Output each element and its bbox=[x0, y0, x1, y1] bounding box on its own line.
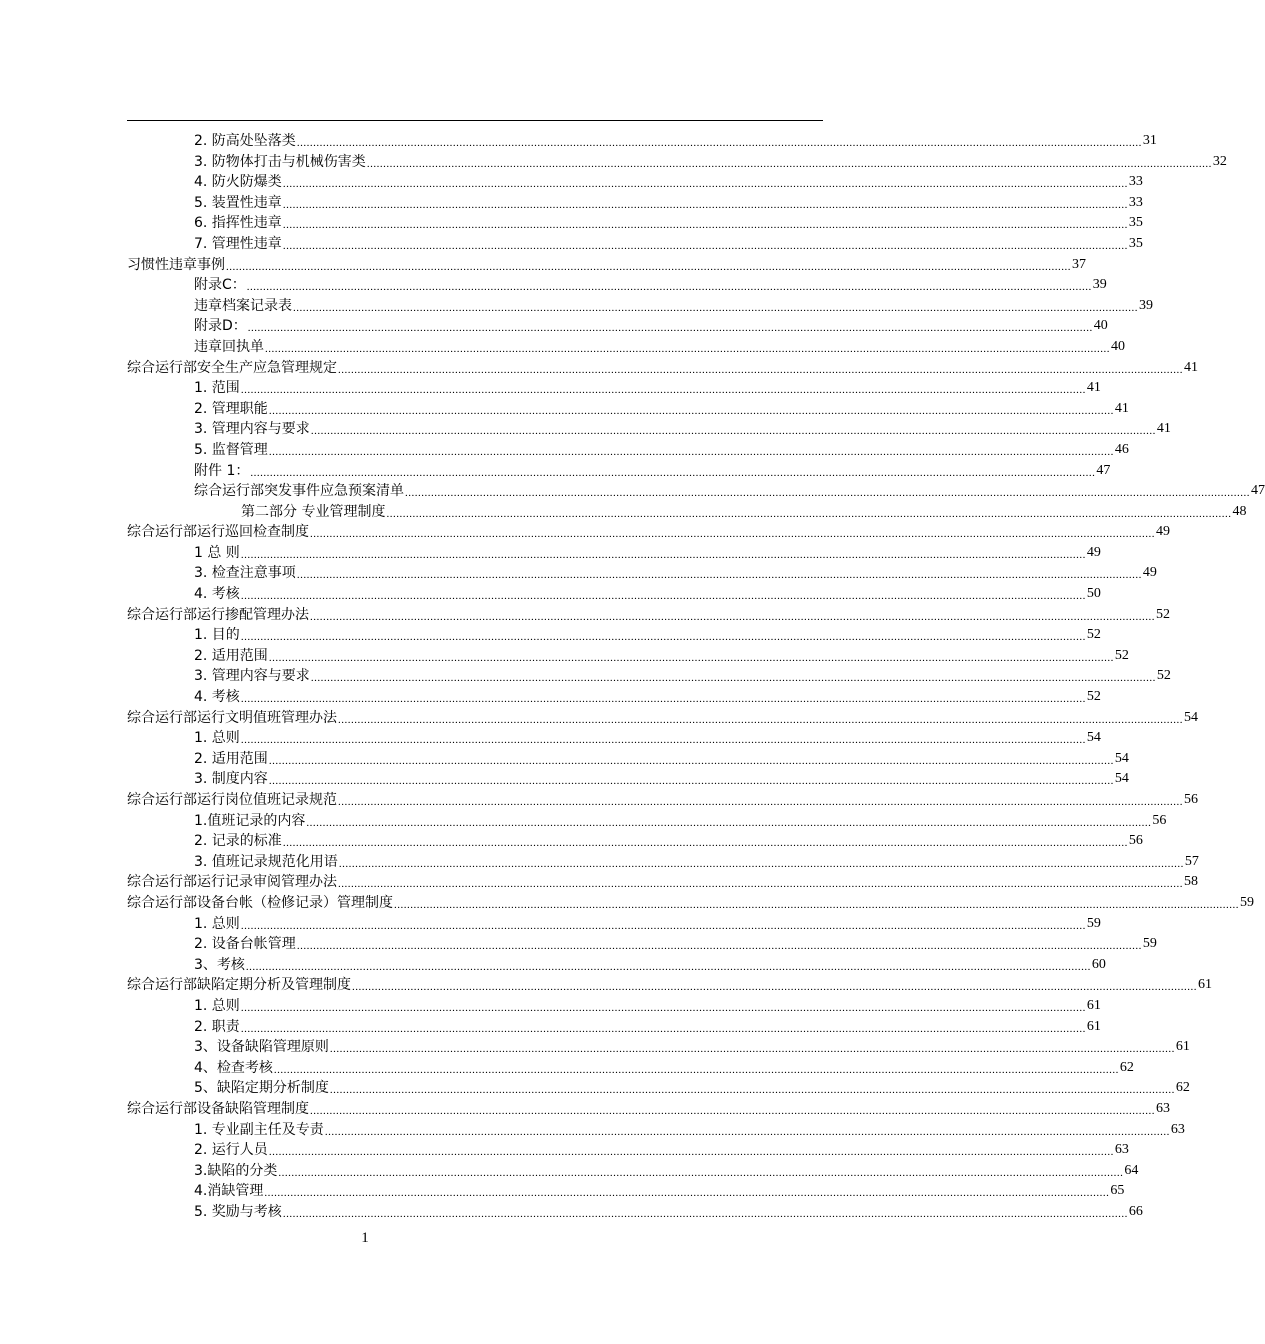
toc-entry-page: 56 bbox=[1184, 792, 1198, 807]
toc-entry-page: 49 bbox=[1142, 565, 1157, 581]
toc-entry[interactable] bbox=[127, 234, 1143, 255]
toc-entry-page: 40 bbox=[1111, 338, 1125, 354]
toc-entry-page: 52 bbox=[1114, 647, 1129, 663]
toc-entry-title: 1. 总则 bbox=[194, 730, 240, 747]
toc-entry-page: 62 bbox=[1175, 1080, 1190, 1096]
toc-dot-leader: .................................................................................................................................................................................................................................................................... bbox=[352, 981, 1197, 994]
toc-entry-title: 3. 检查注意事项 bbox=[194, 565, 296, 582]
toc-entry-page: 49 bbox=[1086, 544, 1101, 560]
toc-entry-title: 综合运行部缺陷定期分析及管理制度 bbox=[127, 977, 351, 994]
toc-dot-leader: .................................................................................................................................................................................................................................................................... bbox=[282, 837, 1128, 850]
toc-dot-leader: .................................................................................................................................................................................................................................................................... bbox=[338, 363, 1183, 376]
toc-entry-page: 35 bbox=[1128, 235, 1143, 251]
toc-entry-page: 63 bbox=[1156, 1100, 1170, 1116]
toc-entry[interactable] bbox=[127, 975, 1212, 996]
toc-entry-page: 54 bbox=[1114, 750, 1129, 766]
toc-entry-page: 59 bbox=[1142, 936, 1157, 952]
toc-dot-leader: .................................................................................................................................................................................................................................................................... bbox=[268, 775, 1114, 788]
toc-entry-title: 综合运行部运行巡回检查制度 bbox=[127, 524, 309, 541]
toc-entry[interactable] bbox=[127, 440, 1129, 461]
toc-entry[interactable] bbox=[127, 378, 1101, 399]
toc-entry-title: 3. 管理内容与要求 bbox=[194, 421, 310, 438]
toc-entry-page: 31 bbox=[1142, 133, 1157, 148]
toc-entry[interactable] bbox=[127, 255, 1086, 276]
toc-entry[interactable] bbox=[127, 831, 1143, 852]
toc-entry-title: 习惯性违章事例 bbox=[127, 256, 225, 273]
toc-entry[interactable] bbox=[127, 1202, 1143, 1223]
page-number: 1 bbox=[361, 1230, 369, 1246]
toc-entry-page: 54 bbox=[1086, 730, 1101, 746]
toc-entry[interactable] bbox=[127, 296, 1153, 317]
toc-dot-leader: .................................................................................................................................................................................................................................................................... bbox=[386, 507, 1232, 520]
toc-entry-page: 60 bbox=[1091, 956, 1106, 972]
toc-entry[interactable] bbox=[127, 708, 1198, 729]
toc-entry[interactable] bbox=[127, 481, 1265, 502]
toc-entry-page: 40 bbox=[1093, 318, 1108, 334]
toc-entry-page: 52 bbox=[1156, 606, 1170, 622]
toc-entry-title: 综合运行部突发事件应急预案清单 bbox=[194, 483, 404, 500]
toc-dot-leader: .................................................................................................................................................................................................................................................................... bbox=[405, 487, 1250, 500]
toc-dot-leader: .................................................................................................................................................................................................................................................................... bbox=[240, 590, 1086, 603]
toc-entry-page: 58 bbox=[1184, 874, 1198, 890]
toc-entry-title: 5. 装置性违章 bbox=[194, 194, 282, 211]
toc-entry[interactable] bbox=[127, 172, 1143, 193]
toc-entry-page: 64 bbox=[1124, 1162, 1139, 1178]
toc-entry-page: 41 bbox=[1184, 359, 1198, 375]
toc-entry-title: 3、考核 bbox=[194, 956, 245, 973]
table-of-contents bbox=[127, 131, 1265, 1222]
toc-entry-title: 附录D： bbox=[194, 318, 247, 335]
toc-entry-title: 3. 管理内容与要求 bbox=[194, 668, 310, 685]
toc-dot-leader: .................................................................................................................................................................................................................................................................... bbox=[268, 754, 1114, 767]
toc-dot-leader: .................................................................................................................................................................................................................................................................... bbox=[296, 940, 1142, 953]
toc-dot-leader: .................................................................................................................................................................................................................................................................... bbox=[329, 1043, 1175, 1056]
toc-entry-page: 49 bbox=[1156, 524, 1170, 540]
toc-entry[interactable] bbox=[127, 790, 1198, 811]
toc-dot-leader: .................................................................................................................................................................................................................................................................... bbox=[240, 919, 1086, 932]
toc-entry-title: 4. 考核 bbox=[194, 689, 240, 706]
toc-dot-leader: .................................................................................................................................................................................................................................................................... bbox=[329, 1084, 1175, 1097]
toc-entry[interactable] bbox=[127, 811, 1167, 832]
toc-dot-leader: .................................................................................................................................................................................................................................................................... bbox=[282, 178, 1128, 191]
toc-entry-page: 61 bbox=[1175, 1039, 1190, 1055]
toc-entry-page: 41 bbox=[1114, 400, 1129, 416]
toc-dot-leader: .................................................................................................................................................................................................................................................................... bbox=[268, 404, 1114, 417]
toc-dot-leader: .................................................................................................................................................................................................................................................................... bbox=[338, 857, 1184, 870]
toc-entry-title: 3. 值班记录规范化用语 bbox=[194, 853, 338, 870]
toc-entry-title: 2. 管理职能 bbox=[194, 400, 268, 417]
toc-entry[interactable] bbox=[127, 914, 1101, 935]
toc-entry-title: 2. 设备台帐管理 bbox=[194, 936, 296, 953]
toc-entry[interactable] bbox=[127, 872, 1198, 893]
toc-entry-title: 2. 记录的标准 bbox=[194, 833, 282, 850]
toc-dot-leader: .................................................................................................................................................................................................................................................................... bbox=[310, 425, 1156, 438]
toc-dot-leader: .................................................................................................................................................................................................................................................................... bbox=[324, 1125, 1170, 1138]
toc-entry[interactable] bbox=[127, 1161, 1139, 1182]
toc-entry[interactable] bbox=[127, 584, 1101, 605]
toc-dot-leader: .................................................................................................................................................................................................................................................................... bbox=[240, 1001, 1086, 1014]
toc-entry-title: 综合运行部设备台帐（检修记录）管理制度 bbox=[127, 894, 393, 911]
toc-entry[interactable] bbox=[127, 687, 1101, 708]
toc-dot-leader: .................................................................................................................................................................................................................................................................... bbox=[268, 651, 1114, 664]
toc-dot-leader: .................................................................................................................................................................................................................................................................... bbox=[240, 1022, 1086, 1035]
toc-dot-leader: .................................................................................................................................................................................................................................................................... bbox=[226, 260, 1071, 273]
toc-entry[interactable] bbox=[127, 646, 1129, 667]
toc-entry-title: 4.消缺管理 bbox=[194, 1183, 264, 1200]
toc-dot-leader: .................................................................................................................................................................................................................................................................... bbox=[338, 713, 1183, 726]
toc-entry[interactable] bbox=[127, 749, 1129, 770]
toc-dot-leader: .................................................................................................................................................................................................................................................................... bbox=[306, 816, 1152, 829]
toc-entry-page: 56 bbox=[1128, 833, 1143, 849]
toc-entry-title: 综合运行部运行岗位值班记录规范 bbox=[127, 792, 337, 808]
toc-dot-leader: .................................................................................................................................................................................................................................................................... bbox=[282, 1207, 1128, 1220]
toc-entry-title: 6. 指挥性违章 bbox=[194, 215, 282, 232]
toc-entry-page: 61 bbox=[1198, 977, 1212, 993]
toc-entry[interactable] bbox=[127, 728, 1101, 749]
toc-entry-page: 39 bbox=[1139, 297, 1153, 313]
toc-entry[interactable] bbox=[127, 934, 1157, 955]
toc-dot-leader: .................................................................................................................................................................................................................................................................... bbox=[268, 445, 1114, 458]
toc-dot-leader: .................................................................................................................................................................................................................................................................... bbox=[273, 1063, 1119, 1076]
toc-entry-page: 33 bbox=[1128, 194, 1143, 210]
toc-dot-leader: .................................................................................................................................................................................................................................................................... bbox=[282, 219, 1128, 232]
toc-entry-page: 37 bbox=[1072, 256, 1086, 272]
toc-entry-title: 4、检查考核 bbox=[194, 1059, 273, 1076]
toc-entry-title: 违章回执单 bbox=[194, 338, 264, 355]
toc-entry[interactable] bbox=[127, 605, 1170, 626]
toc-dot-leader: .................................................................................................................................................................................................................................................................... bbox=[310, 528, 1155, 541]
toc-entry[interactable] bbox=[127, 502, 1247, 523]
toc-entry-title: 1.值班记录的内容 bbox=[194, 812, 306, 829]
toc-entry[interactable] bbox=[127, 419, 1171, 440]
toc-entry-title: 综合运行部安全生产应急管理规定 bbox=[127, 359, 337, 376]
toc-entry-page: 56 bbox=[1152, 812, 1167, 828]
toc-entry[interactable] bbox=[127, 893, 1254, 914]
toc-entry-page: 59 bbox=[1086, 915, 1101, 931]
toc-dot-leader: .................................................................................................................................................................................................................................................................... bbox=[240, 631, 1086, 644]
toc-entry-title: 3、设备缺陷管理原则 bbox=[194, 1039, 329, 1056]
toc-entry-title: 附录C： bbox=[194, 277, 246, 294]
toc-entry-title: 综合运行部运行掺配管理办法 bbox=[127, 606, 309, 623]
toc-entry-title: 3. 制度内容 bbox=[194, 771, 268, 788]
toc-dot-leader: .................................................................................................................................................................................................................................................................... bbox=[293, 301, 1138, 314]
toc-entry[interactable] bbox=[127, 1078, 1190, 1099]
toc-entry-page: 61 bbox=[1086, 997, 1101, 1013]
toc-entry[interactable] bbox=[127, 769, 1129, 790]
toc-entry-page: 48 bbox=[1232, 503, 1247, 519]
toc-entry-title: 1 总 则 bbox=[194, 544, 240, 561]
toc-entry-title: 2. 防高处坠落类 bbox=[194, 133, 296, 149]
toc-dot-leader: .................................................................................................................................................................................................................................................................... bbox=[268, 1146, 1114, 1159]
toc-entry[interactable] bbox=[127, 1058, 1134, 1079]
toc-entry[interactable] bbox=[127, 522, 1170, 543]
toc-entry[interactable] bbox=[127, 399, 1129, 420]
toc-entry-page: 62 bbox=[1119, 1059, 1134, 1075]
toc-entry[interactable] bbox=[127, 358, 1198, 379]
toc-dot-leader: .................................................................................................................................................................................................................................................................... bbox=[310, 610, 1155, 623]
toc-entry-title: 第二部分 专业管理制度 bbox=[241, 503, 386, 520]
toc-entry-title: 附件 1： bbox=[194, 462, 250, 479]
toc-entry[interactable] bbox=[127, 131, 1157, 152]
toc-entry[interactable] bbox=[127, 625, 1101, 646]
toc-dot-leader: .................................................................................................................................................................................................................................................................... bbox=[240, 734, 1086, 747]
toc-entry-page: 59 bbox=[1240, 894, 1254, 910]
toc-entry-title: 综合运行部设备缺陷管理制度 bbox=[127, 1100, 309, 1117]
toc-entry-page: 52 bbox=[1086, 627, 1101, 643]
toc-dot-leader: .................................................................................................................................................................................................................................................................... bbox=[240, 384, 1086, 397]
toc-entry[interactable] bbox=[127, 563, 1157, 584]
toc-entry-page: 52 bbox=[1156, 668, 1171, 684]
toc-entry[interactable] bbox=[127, 461, 1111, 482]
toc-dot-leader: .................................................................................................................................................................................................................................................................... bbox=[245, 960, 1091, 973]
toc-entry-title: 1. 总则 bbox=[194, 997, 240, 1014]
toc-entry-page: 50 bbox=[1086, 586, 1101, 602]
toc-dot-leader: .................................................................................................................................................................................................................................................................... bbox=[310, 672, 1156, 685]
header-rule bbox=[127, 120, 823, 121]
toc-dot-leader: .................................................................................................................................................................................................................................................................... bbox=[250, 466, 1096, 479]
toc-dot-leader: .................................................................................................................................................................................................................................................................... bbox=[366, 157, 1212, 170]
toc-entry[interactable] bbox=[127, 1120, 1185, 1141]
toc-entry-title: 综合运行部运行文明值班管理办法 bbox=[127, 709, 337, 726]
toc-entry-page: 61 bbox=[1086, 1018, 1101, 1034]
toc-entry-title: 2. 运行人员 bbox=[194, 1142, 268, 1159]
toc-entry-page: 54 bbox=[1184, 709, 1198, 725]
toc-entry-title: 1. 总则 bbox=[194, 915, 240, 932]
toc-dot-leader: .................................................................................................................................................................................................................................................................... bbox=[264, 1187, 1110, 1200]
toc-entry[interactable] bbox=[127, 955, 1106, 976]
toc-dot-leader: .................................................................................................................................................................................................................................................................... bbox=[282, 239, 1128, 252]
toc-entry-title: 2. 适用范围 bbox=[194, 647, 268, 664]
toc-entry-title: 2. 适用范围 bbox=[194, 750, 268, 767]
toc-dot-leader: .................................................................................................................................................................................................................................................................... bbox=[296, 137, 1142, 149]
toc-entry-page: 65 bbox=[1110, 1183, 1125, 1199]
toc-dot-leader: .................................................................................................................................................................................................................................................................... bbox=[310, 1104, 1155, 1117]
toc-entry-title: 5. 监督管理 bbox=[194, 441, 268, 458]
toc-entry-page: 46 bbox=[1114, 441, 1129, 457]
toc-dot-leader: .................................................................................................................................................................................................................................................................... bbox=[394, 898, 1239, 911]
toc-entry[interactable] bbox=[127, 1140, 1129, 1161]
toc-entry[interactable] bbox=[127, 275, 1107, 296]
toc-entry-title: 1. 范围 bbox=[194, 380, 240, 397]
toc-entry[interactable] bbox=[127, 193, 1143, 214]
toc-entry[interactable] bbox=[127, 1017, 1101, 1038]
toc-entry-page: 63 bbox=[1170, 1121, 1185, 1137]
toc-entry-title: 5、缺陷定期分析制度 bbox=[194, 1080, 329, 1097]
toc-entry-page: 41 bbox=[1156, 421, 1171, 437]
toc-entry-title: 3.缺陷的分类 bbox=[194, 1162, 278, 1179]
toc-entry[interactable] bbox=[127, 666, 1171, 687]
toc-entry[interactable] bbox=[127, 337, 1125, 358]
toc-entry-page: 57 bbox=[1184, 853, 1199, 869]
toc-entry[interactable] bbox=[127, 316, 1108, 337]
toc-entry-page: 66 bbox=[1128, 1203, 1143, 1219]
toc-entry-page: 35 bbox=[1128, 215, 1143, 231]
toc-entry-title: 综合运行部运行记录审阅管理办法 bbox=[127, 874, 337, 891]
toc-dot-leader: .................................................................................................................................................................................................................................................................... bbox=[247, 322, 1093, 335]
toc-entry-page: 32 bbox=[1212, 153, 1227, 169]
toc-entry-title: 违章档案记录表 bbox=[194, 297, 292, 314]
toc-dot-leader: .................................................................................................................................................................................................................................................................... bbox=[338, 878, 1183, 891]
toc-entry-title: 5. 奖励与考核 bbox=[194, 1203, 282, 1220]
toc-entry-page: 52 bbox=[1086, 689, 1101, 705]
toc-entry-page: 63 bbox=[1114, 1142, 1129, 1158]
toc-dot-leader: .................................................................................................................................................................................................................................................................... bbox=[296, 569, 1142, 582]
toc-entry[interactable] bbox=[127, 1037, 1190, 1058]
toc-entry-page: 41 bbox=[1086, 380, 1101, 396]
toc-entry-page: 39 bbox=[1092, 277, 1107, 293]
toc-entry-title: 1. 专业副主任及专责 bbox=[194, 1121, 324, 1138]
toc-dot-leader: .................................................................................................................................................................................................................................................................... bbox=[278, 1166, 1124, 1179]
toc-entry-title: 7. 管理性违章 bbox=[194, 235, 282, 252]
toc-dot-leader: .................................................................................................................................................................................................................................................................... bbox=[246, 281, 1092, 294]
toc-entry-page: 33 bbox=[1128, 174, 1143, 190]
toc-entry[interactable] bbox=[127, 852, 1199, 873]
toc-entry[interactable] bbox=[127, 996, 1101, 1017]
toc-dot-leader: .................................................................................................................................................................................................................................................................... bbox=[282, 198, 1128, 211]
toc-dot-leader: .................................................................................................................................................................................................................................................................... bbox=[240, 548, 1086, 561]
toc-entry-page: 47 bbox=[1251, 483, 1265, 499]
toc-entry[interactable] bbox=[127, 1099, 1170, 1120]
toc-entry[interactable] bbox=[127, 152, 1227, 173]
toc-dot-leader: .................................................................................................................................................................................................................................................................... bbox=[240, 693, 1086, 706]
toc-dot-leader: .................................................................................................................................................................................................................................................................... bbox=[338, 796, 1183, 808]
toc-entry-page: 47 bbox=[1096, 462, 1111, 478]
toc-entry-title: 4. 防火防爆类 bbox=[194, 174, 282, 191]
toc-entry[interactable] bbox=[127, 213, 1143, 234]
toc-dot-leader: .................................................................................................................................................................................................................................................................... bbox=[265, 342, 1110, 355]
toc-entry-page: 54 bbox=[1114, 771, 1129, 787]
toc-entry-title: 2. 职责 bbox=[194, 1018, 240, 1035]
toc-entry-title: 4. 考核 bbox=[194, 586, 240, 603]
toc-entry[interactable] bbox=[127, 543, 1101, 564]
toc-entry-title: 3. 防物体打击与机械伤害类 bbox=[194, 153, 366, 170]
toc-entry-title: 1. 目的 bbox=[194, 627, 240, 644]
toc-entry[interactable] bbox=[127, 1181, 1125, 1202]
